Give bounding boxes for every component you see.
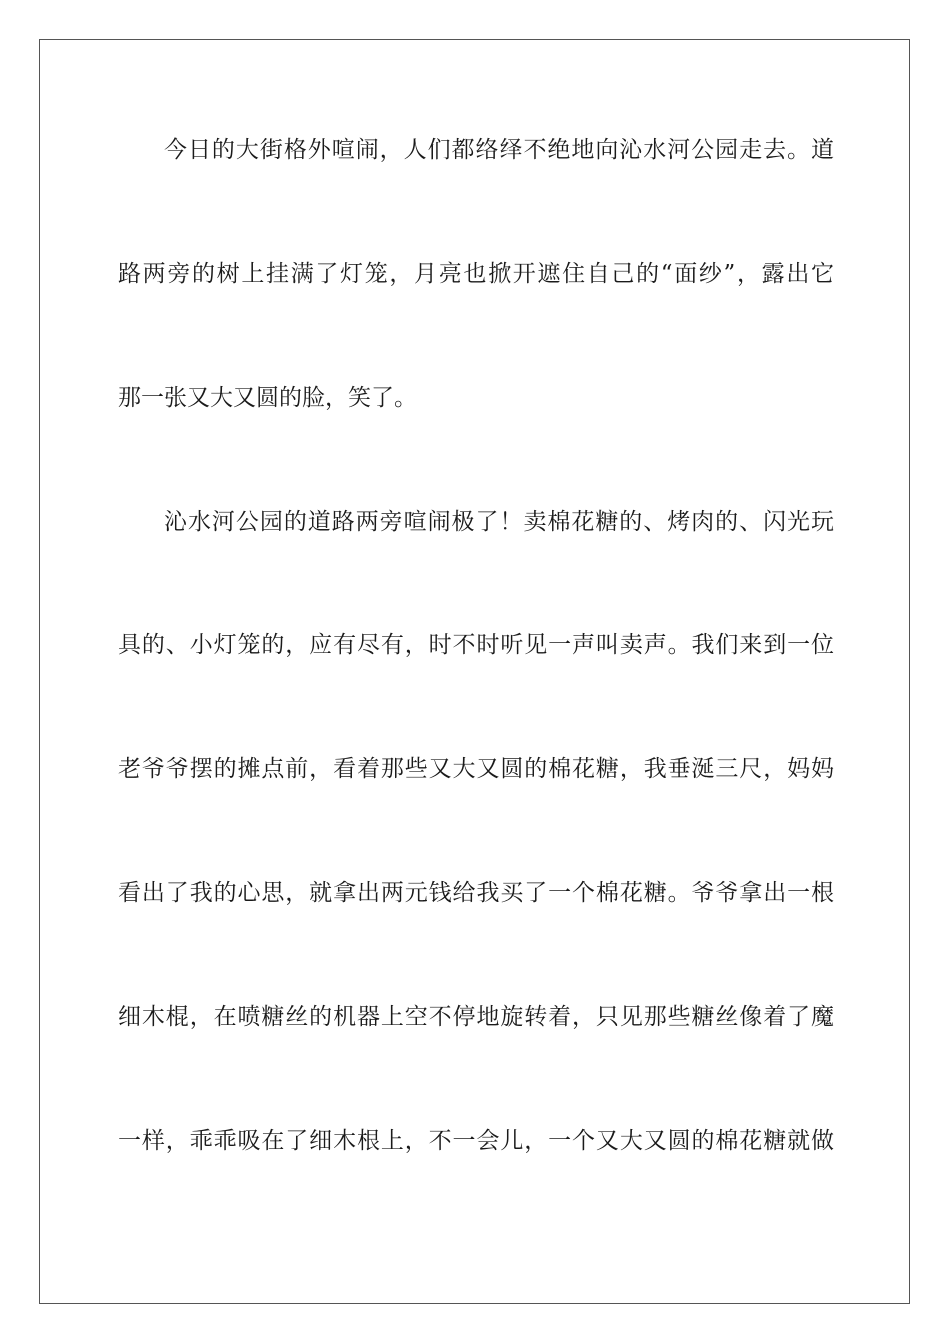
text-line: 今日的大街格外喧闹，人们都络绎不绝地向沁水河公园走去。道 bbox=[164, 137, 834, 163]
text-line: 沁水河公园的道路两旁喧闹极了！卖棉花糖的、烤肉的、闪光玩 bbox=[164, 509, 834, 535]
text-line: 细木棍，在喷糖丝的机器上空不停地旋转着，只见那些糖丝像着了魔 bbox=[118, 1004, 834, 1030]
text-line: 路两旁的树上挂满了灯笼，月亮也掀开遮住自己的“面纱”，露出它 bbox=[118, 261, 834, 287]
text-line: 那一张又大又圆的脸，笑了。 bbox=[118, 385, 417, 411]
text-line: 一样，乖乖吸在了细木根上，不一会儿，一个又大又圆的棉花糖就做 bbox=[118, 1128, 834, 1154]
text-line: 具的、小灯笼的，应有尽有，时不时听见一声叫卖声。我们来到一位 bbox=[118, 632, 834, 658]
text-line: 老爷爷摆的摊点前，看着那些又大又圆的棉花糖，我垂涎三尺，妈妈 bbox=[118, 756, 834, 782]
page-border bbox=[39, 39, 910, 1304]
text-line: 看出了我的心思，就拿出两元钱给我买了一个棉花糖。爷爷拿出一根 bbox=[118, 880, 834, 906]
